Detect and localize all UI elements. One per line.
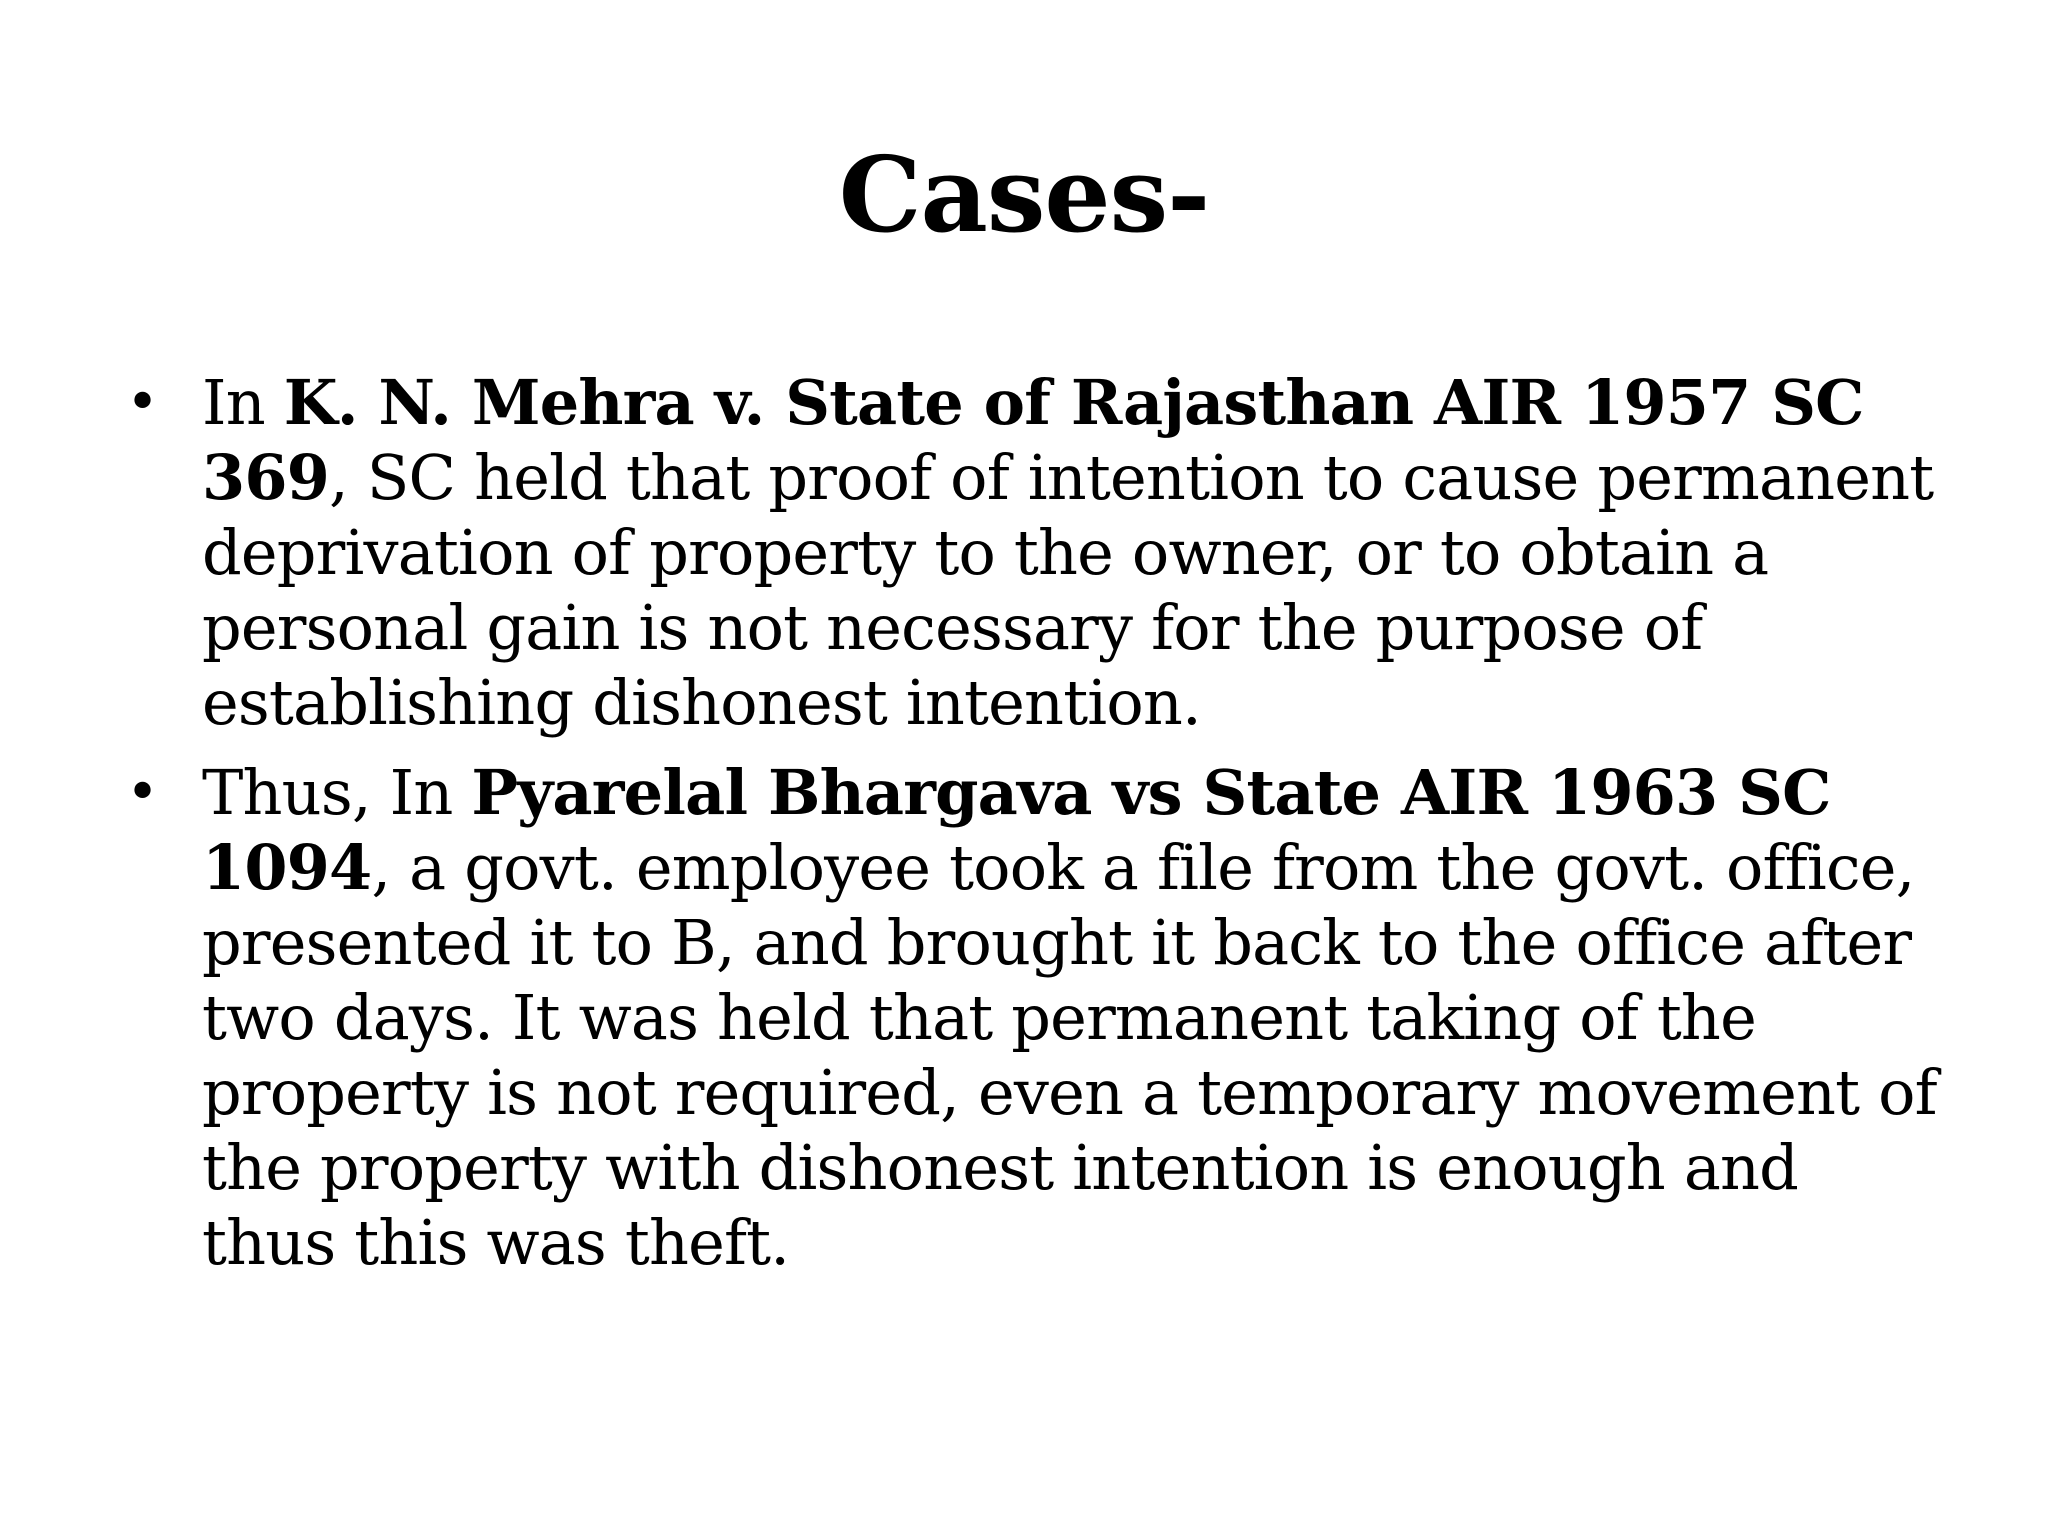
bullet-lead-text: In [202, 366, 284, 439]
list-item [120, 365, 1940, 740]
bullet-body-text: , SC held that proof of intention to cause permanent deprivation of property to the owner, or to obtain a personal gain is not necessary for the purpose of establishing dishonest intention. [202, 441, 1934, 739]
bullet-icon: • [126, 370, 159, 435]
bullet-icon: • [126, 760, 159, 825]
list-item [120, 755, 1940, 1280]
bullet-body-text: , a govt. employee took a file from the govt. office, presented it to B, and brought it back to the office after two days. It was held that permanent taking of the property is not required, even a temporary movement of the property with dishonest intention is enough and thus this was theft. [202, 831, 1937, 1279]
case-citation: Pyarelal Bhargava vs State AIR 1963 SC 1094 [202, 756, 1831, 904]
bullet-lead-text: Thus, In [202, 756, 472, 829]
bullet-list [120, 365, 1940, 1280]
slide-title: Cases- [838, 133, 1210, 256]
case-citation: K. N. Mehra v. State of Rajasthan AIR 1957 SC 369 [202, 366, 1864, 514]
